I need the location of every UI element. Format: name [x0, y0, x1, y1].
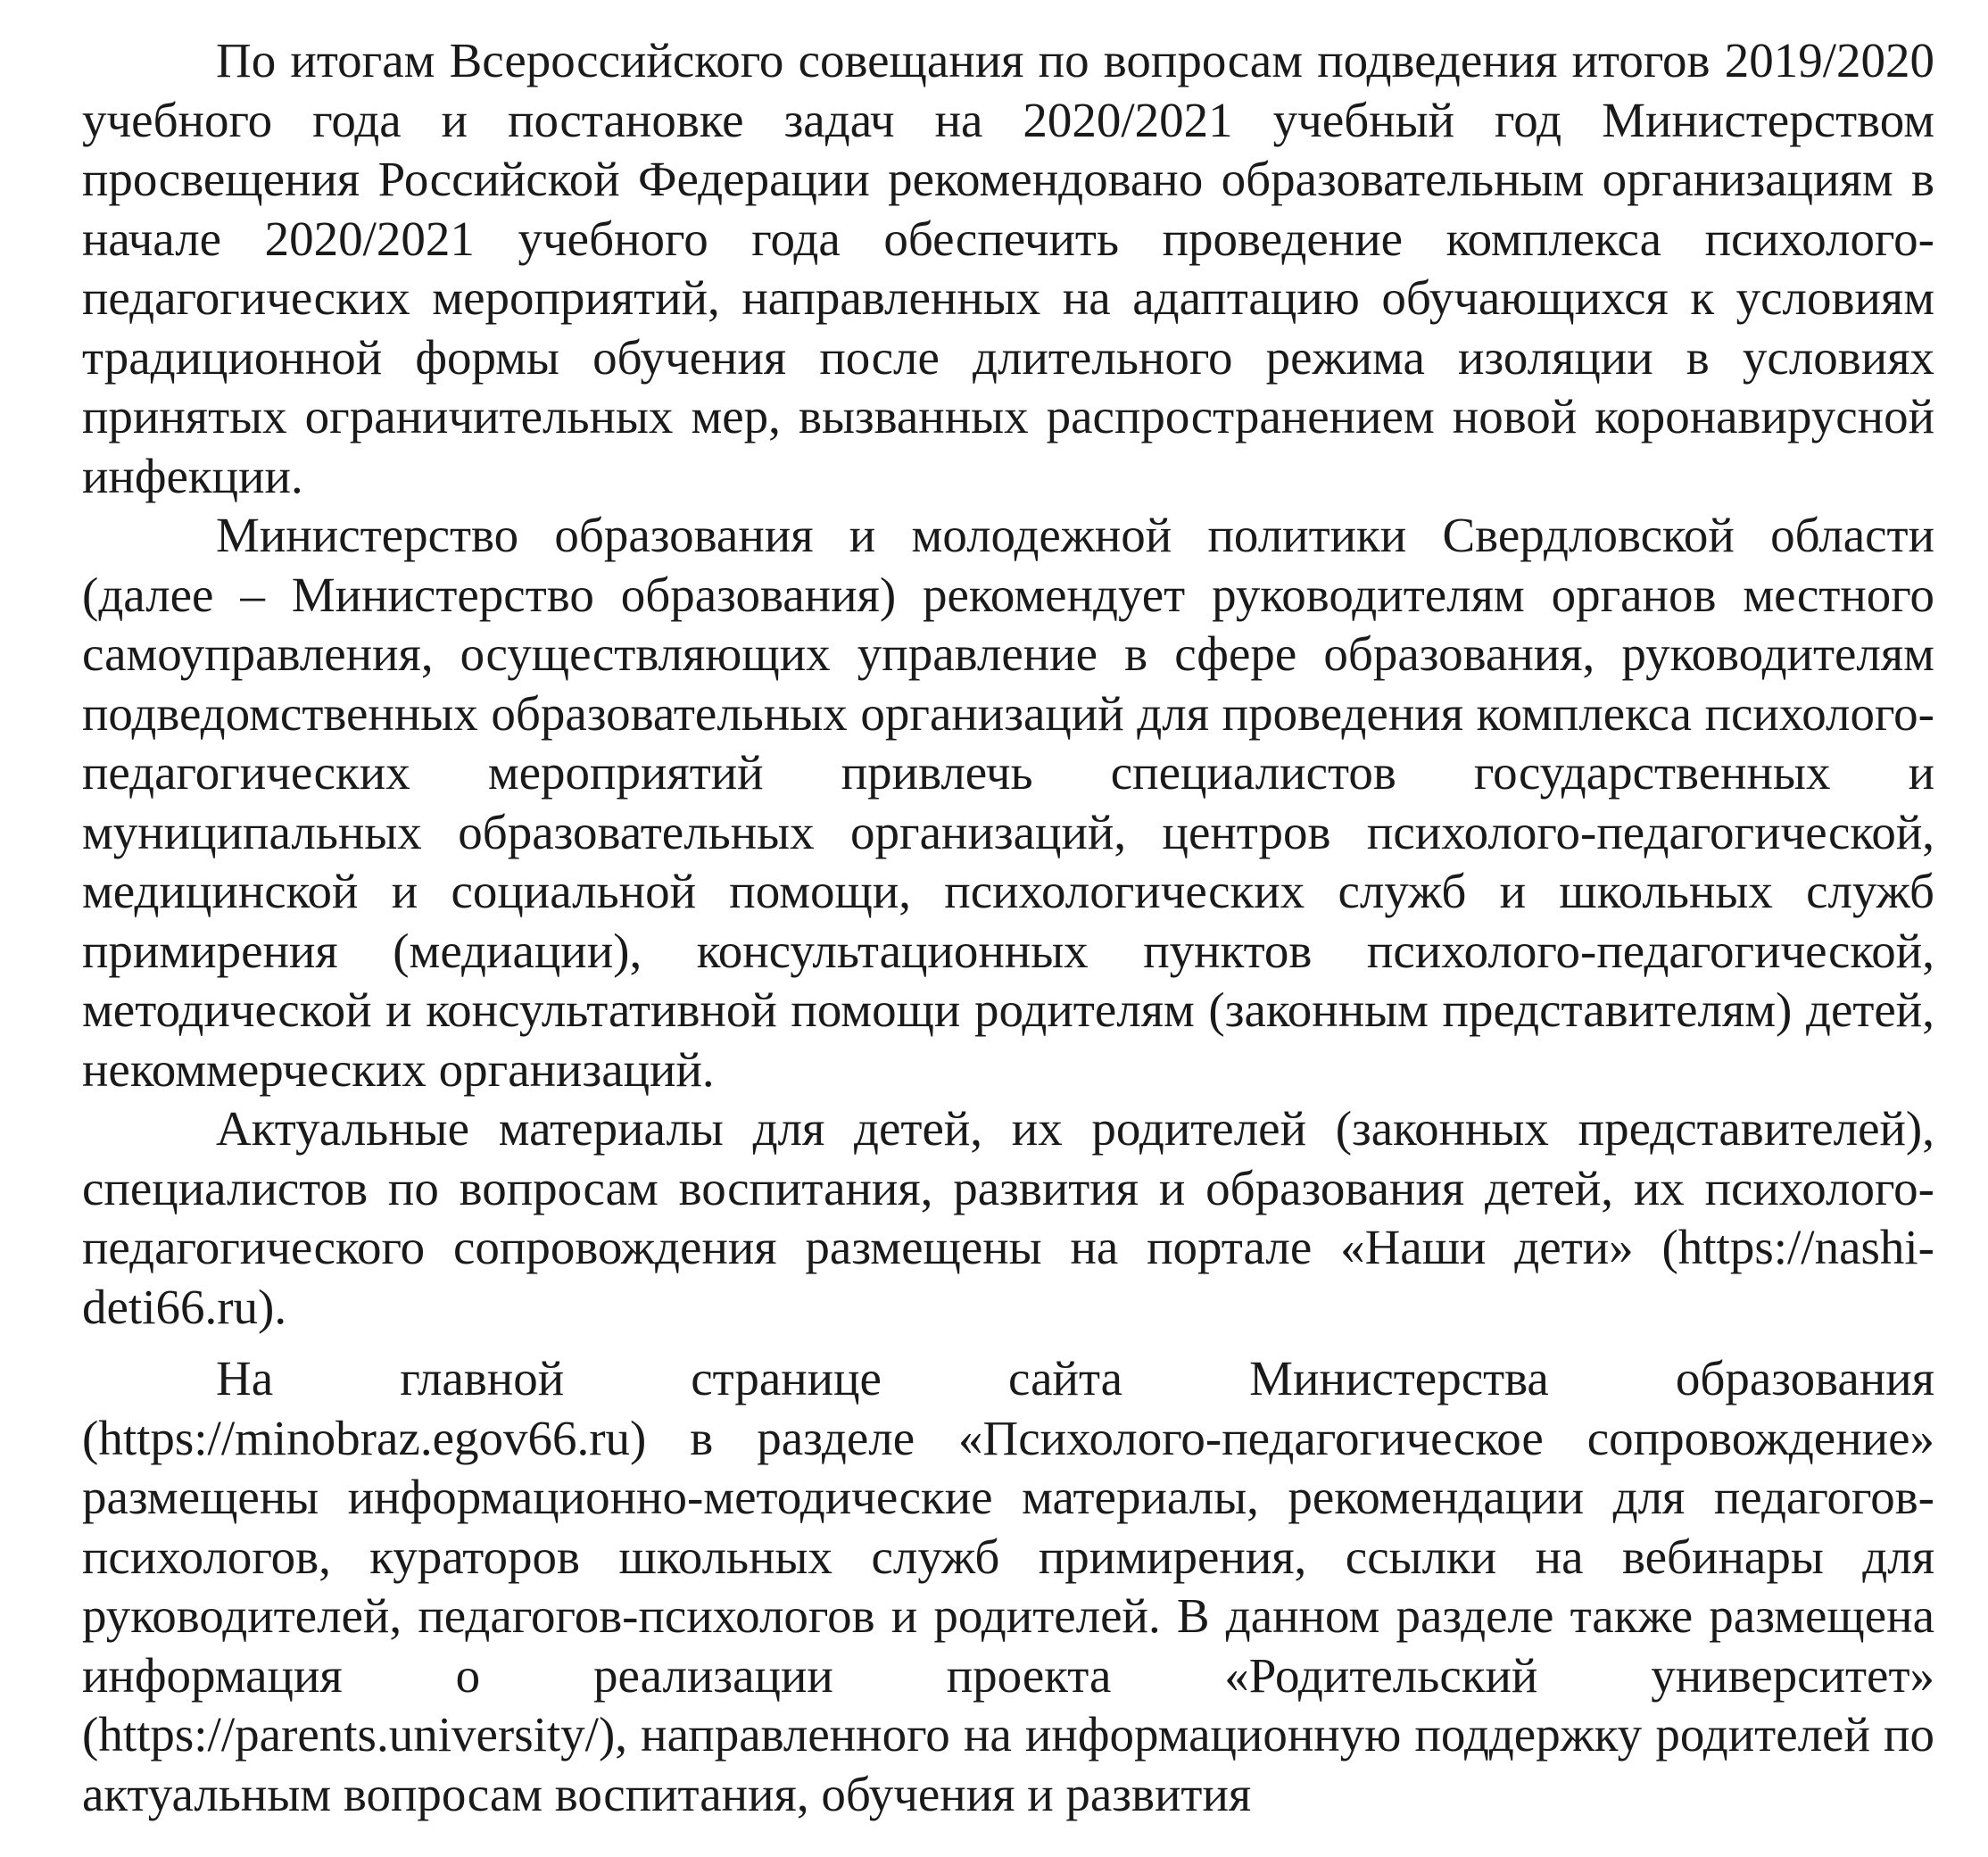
paragraph-3: Актуальные материалы для детей, их родителей (законных представителей), специалистов по вопросам воспитания, развития и образования детей, их психолого-педагогического сопровождения размещены на портале «Наши дети» (https://nashi-deti66.ru). — [82, 1101, 1934, 1334]
document-body — [82, 31, 1934, 1824]
paragraph-4: На главной странице сайта Министерства образования (https://minobraz.egov66.ru) в разделе «Психолого-педагогическое сопровождение» размещены информационно-методические материалы, рекомендации для педагогов-психологов, кураторов школьных служб примирения, ссылки на вебинары для руководителей, педагогов-психологов и родителей. В данном разделе также размещена информация о реализации проекта «Родительский университет» (https://parents.university/), направленного на информационную поддержку родителей по актуальным вопросам воспитания, обучения и развития — [82, 1351, 1934, 1821]
paragraph-1: По итогам Всероссийского совещания по вопросам подведения итогов 2019/2020 учебного года и постановке задач на 2020/2021 учебный год Министерством просвещения Российской Федерации рекомендовано образовательным организациям в начале 2020/2021 учебного года обеспечить проведение комплекса психолого-педагогических мероприятий, направленных на адаптацию обучающихся к условиям традиционной формы обучения после длительного режима изоляции в условиях принятых ограничительных мер, вызванных распространением новой коронавирусной инфекции. — [82, 33, 1934, 503]
paragraph-2: Министерство образования и молодежной политики Свердловской области (далее – Министерство образования) рекомендует руководителям органов местного самоуправления, осуществляющих управление в сфере образования, руководителям подведомственных образовательных организаций для проведения комплекса психолого-педагогических мероприятий привлечь специалистов государственных и муниципальных образовательных организаций, центров психолого-педагогической, медицинской и социальной помощи, психологических служб и школьных служб примирения (медиации), консультационных пунктов психолого-педагогической, методической и консультативной помощи родителям (законным представителям) детей, некоммерческих организаций. — [82, 508, 1934, 1097]
